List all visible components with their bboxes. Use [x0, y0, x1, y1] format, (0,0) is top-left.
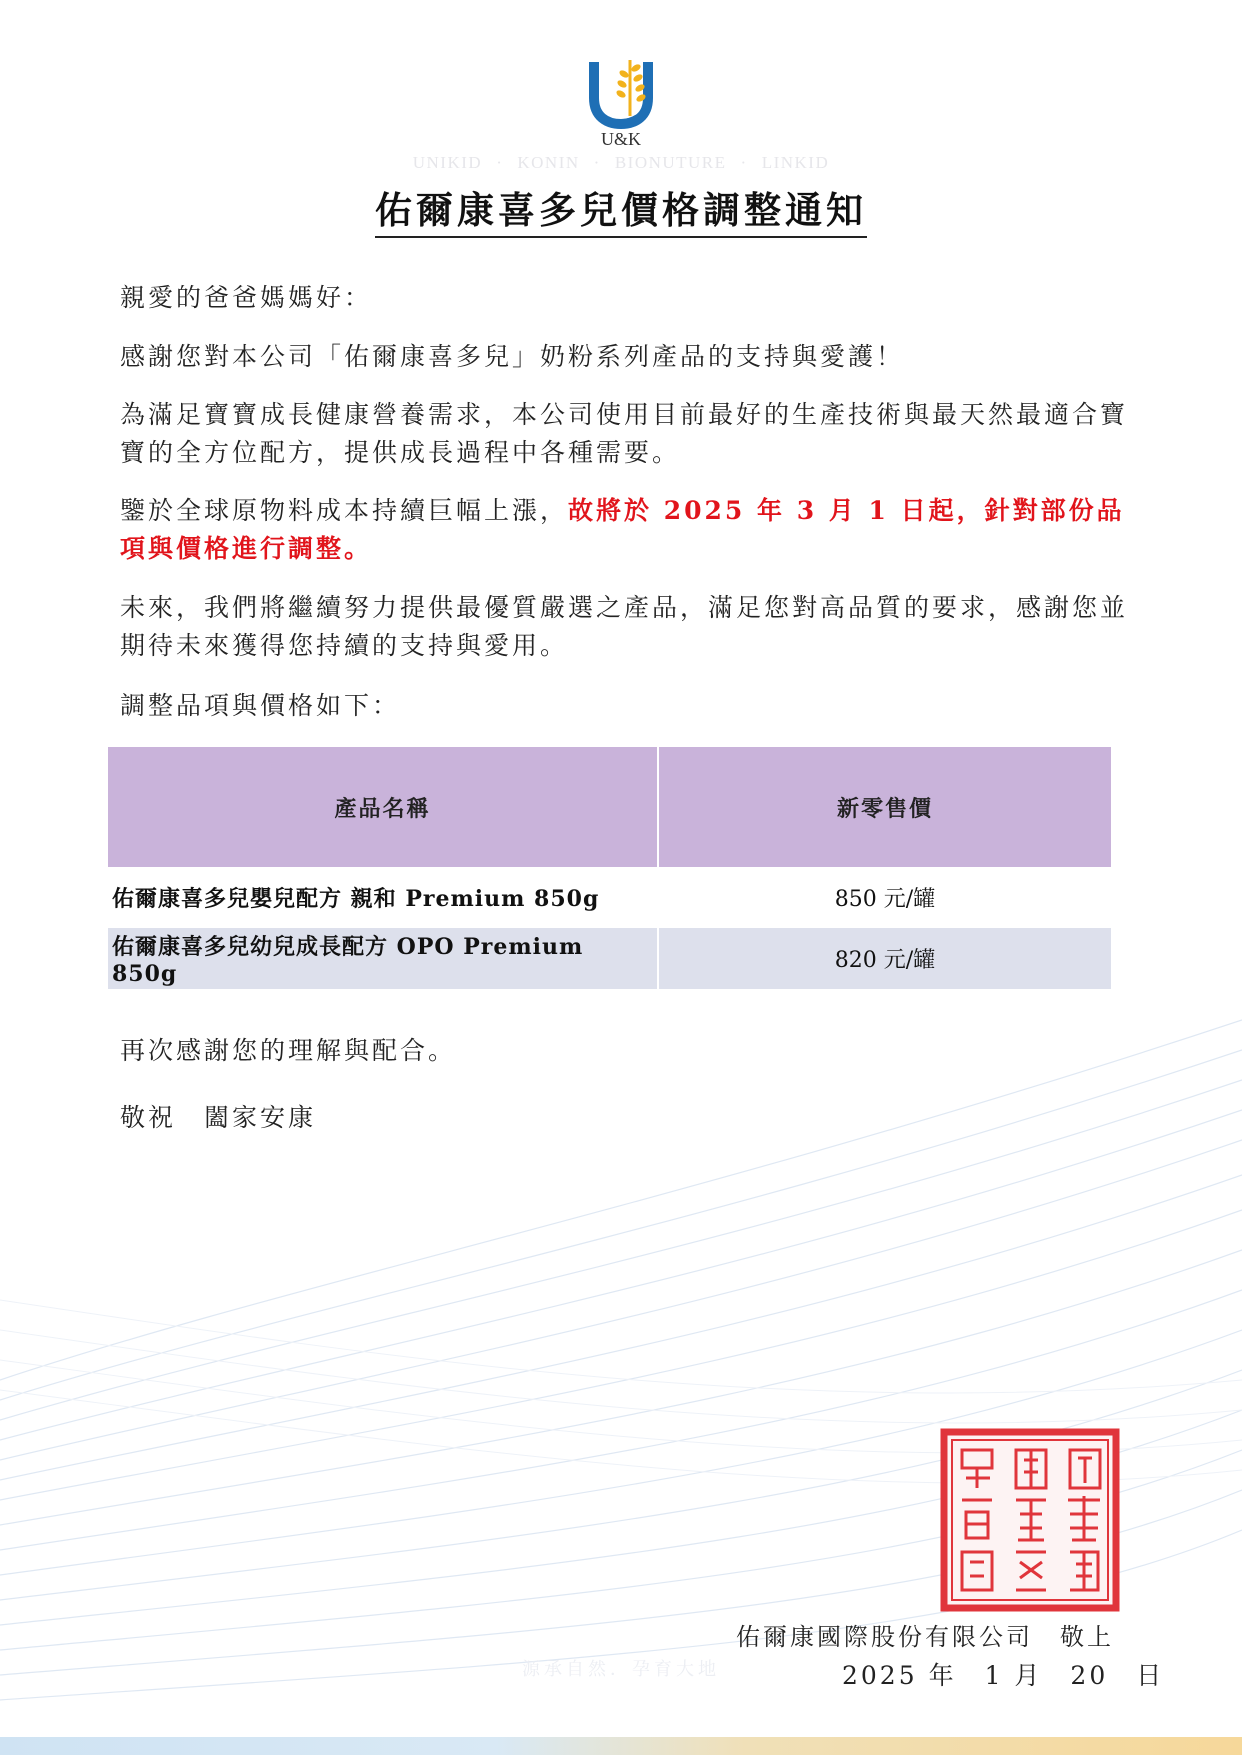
company-seal-icon: [940, 1428, 1120, 1612]
table-header-row: [108, 747, 1111, 867]
thanks-paragraph: 感謝您對本公司「佑爾康喜多兒」奶粉系列產品的支持與愛護！: [120, 342, 905, 371]
adjustment-prefix: 鑒於全球原物料成本持續巨幅上漲，: [120, 496, 569, 525]
brand-separator: ·: [593, 153, 601, 172]
bottom-decor-strip: [0, 1737, 1242, 1755]
table-row: [108, 928, 1111, 989]
list-intro-paragraph: 調整品項與價格如下：: [120, 691, 401, 720]
table-row: [108, 867, 1111, 928]
company-signature: 佑爾康國際股份有限公司 敬上: [736, 1623, 1114, 1651]
blessing-paragraph: 敬祝 闔家安康: [120, 1103, 317, 1132]
column-header-product: 產品名稱: [108, 747, 658, 867]
brand-name: KONIN: [517, 153, 580, 172]
greeting-paragraph: 親愛的爸爸媽媽好：: [120, 283, 373, 312]
closing-paragraph: 再次感謝您的理解與配合。: [120, 1036, 457, 1065]
product-name-cell: 佑爾康喜多兒幼兒成長配方 OPO Premium 850g: [108, 928, 658, 989]
product-name-cell: 佑爾康喜多兒嬰兒配方 親和 Premium 850g: [108, 867, 658, 928]
brand-name: BIONUTURE: [614, 153, 727, 172]
price-cell: 820 元/罐: [658, 928, 1111, 989]
brand-separator: ·: [740, 153, 748, 172]
price-table: [108, 747, 1111, 989]
price-cell: 850 元/罐: [658, 867, 1111, 928]
future-paragraph: 未來，我們將繼續努力提供最優質嚴選之產品，滿足您對高品質的要求，感謝您並期待未來獲得您持續的支持與愛用。: [120, 593, 1129, 660]
brand-list: [398, 153, 844, 173]
company-logo-icon: [586, 54, 656, 150]
column-header-price: 新零售價: [658, 747, 1111, 867]
svg-text:U&K: U&K: [601, 129, 641, 149]
brand-name: LINKID: [761, 153, 830, 172]
adjustment-paragraph: [120, 492, 1130, 568]
brand-separator: ·: [496, 153, 504, 172]
brand-name: UNIKID: [412, 153, 483, 172]
page-title-text: 佑爾康喜多兒價格調整通知: [375, 180, 867, 238]
page-title: [0, 180, 1242, 238]
adjustment-highlight: 故將於 2025 年 3 月 1 日起，針對部份品項與價格進行調整。: [120, 496, 1125, 563]
quality-paragraph: 為滿足寶寶成長健康營養需求，本公司使用目前最好的生產技術與最天然最適合寶寶的全方位配方，提供成長過程中各種需要。: [120, 400, 1129, 467]
signature-date: 2025 年 1 月 20 日: [842, 1661, 1165, 1690]
footer-slogan: 源承自然．孕育大地: [522, 1659, 720, 1680]
